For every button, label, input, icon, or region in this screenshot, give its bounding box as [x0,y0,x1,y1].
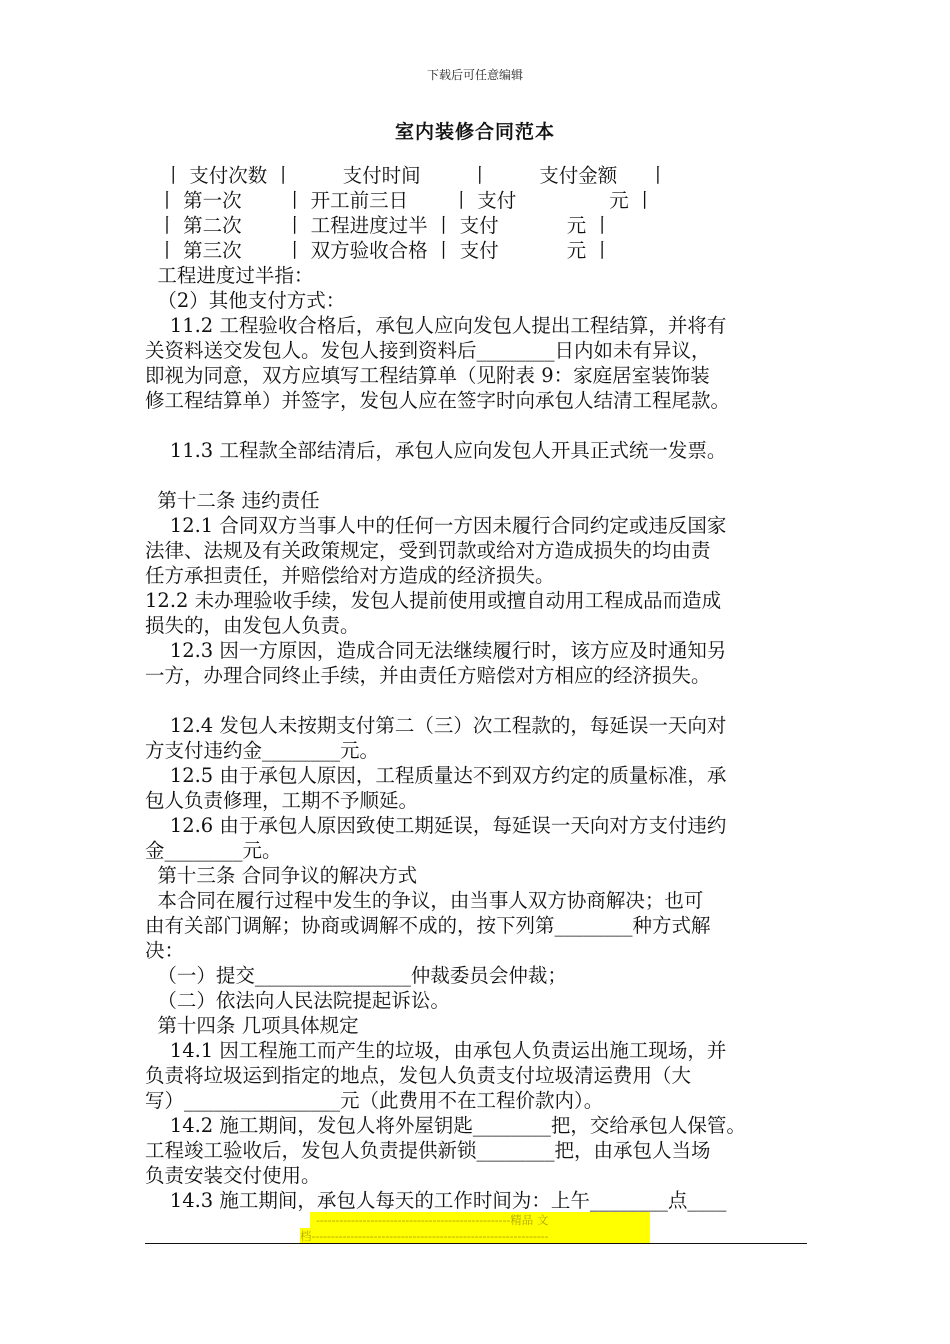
body-line: （二）依法向人民法院提起诉讼。 [145,989,450,1012]
body-line: 12.3 因一方原因，造成合同无法继续履行时，该方应及时通知另 [145,639,727,662]
body-line: 12.5 由于承包人原因，工程质量达不到双方约定的质量标准，承 [145,764,727,787]
body-line: （2）其他支付方式： [145,289,346,312]
footer-divider [145,1243,807,1244]
body-line: 任方承担责任，并赔偿给对方造成的经济损失。 [145,564,555,587]
body-line: 修工程结算单）并签字，发包人应在签字时向承包人结清工程尾款。 [145,389,731,412]
payment-table-header: 丨 支付次数 丨 支付时间 丨 支付金额 丨 [145,164,668,187]
blank-line [145,463,825,488]
section-heading: 第十三条 合同争议的解决方式 [145,864,418,887]
body-line: 负责安装交付使用。 [145,1164,321,1187]
blank-line [145,688,825,713]
body-line: 负责将垃圾运到指定的地点，发包人负责支付垃圾清运费用（大 [145,1064,692,1087]
body-line: （一）提交________________仲裁委员会仲裁； [145,964,567,987]
payment-row-1: 丨 第一次 丨 开工前三日 丨 支付 元 丨 [145,189,655,212]
section-heading: 第十二条 违约责任 [145,489,320,512]
body-line: 工程进度过半指： [145,264,314,287]
footer-line-2: 档------------------------------------------------------------- [300,1228,650,1244]
body-line: 金________元。 [145,839,282,862]
footer-line-1: --------------------------------------------------精品 文 [310,1212,650,1228]
body-line: 一方，办理合同终止手续，并由责任方赔偿对方相应的经济损失。 [145,664,711,687]
blank-line [145,413,825,438]
body-line: 本合同在履行过程中发生的争议，由当事人双方协商解决；也可 [145,889,704,912]
body-line: 损失的，由发包人负责。 [145,614,360,637]
body-line: 11.3 工程款全部结清后，承包人应向发包人开具正式统一发票。 [145,439,727,462]
body-line: 法律、法规及有关政策规定，受到罚款或给对方造成损失的均由责 [145,539,711,562]
payment-row-3: 丨 第三次 丨 双方验收合格 丨 支付 元 丨 [145,239,612,262]
document-body [145,163,825,1213]
header-note: 下载后可任意编辑 [426,68,523,82]
body-line: 方支付违约金________元。 [145,739,380,762]
body-line: 14.1 因工程施工而产生的垃圾，由承包人负责运出施工现场，并 [145,1039,727,1062]
body-line: 11.2 工程验收合格后，承包人应向发包人提出工程结算，并将有 [145,314,727,337]
body-line: 工程竣工验收后，发包人负责提供新锁________把，由承包人当场 [145,1139,711,1162]
footer-highlight [300,1212,650,1244]
body-line: 12.2 未办理验收手续，发包人提前使用或擅自动用工程成品而造成 [145,589,722,612]
body-line: 14.2 施工期间，发包人将外屋钥匙________把，交给承包人保管。 [145,1114,746,1137]
body-line: 即视为同意，双方应填写工程结算单（见附表 9：家庭居室装饰装 [145,364,710,387]
body-line: 包人负责修理，工期不予顺延。 [145,789,419,812]
body-line: 14.3 施工期间，承包人每天的工作时间为：上午________点____ [145,1189,727,1212]
body-line: 决： [145,939,185,962]
payment-row-2: 丨 第二次 丨 工程进度过半 丨 支付 元 丨 [145,214,612,237]
document-title: 室内装修合同范本 [394,121,555,143]
body-line: 写）________________元（此费用不在工程价款内）。 [145,1089,604,1112]
body-line: 12.4 发包人未按期支付第二（三）次工程款的，每延误一天向对 [145,714,727,737]
body-line: 关资料送交发包人。发包人接到资料后________日内如未有异议， [145,339,711,362]
body-line: 12.6 由于承包人原因致使工期延误，每延误一天向对方支付违约 [145,814,727,837]
section-heading: 第十四条 几项具体规定 [145,1014,359,1037]
body-line: 由有关部门调解；协商或调解不成的，按下列第________种方式解 [145,914,711,937]
body-line: 12.1 合同双方当事人中的任何一方因未履行合同约定或违反国家 [145,514,727,537]
